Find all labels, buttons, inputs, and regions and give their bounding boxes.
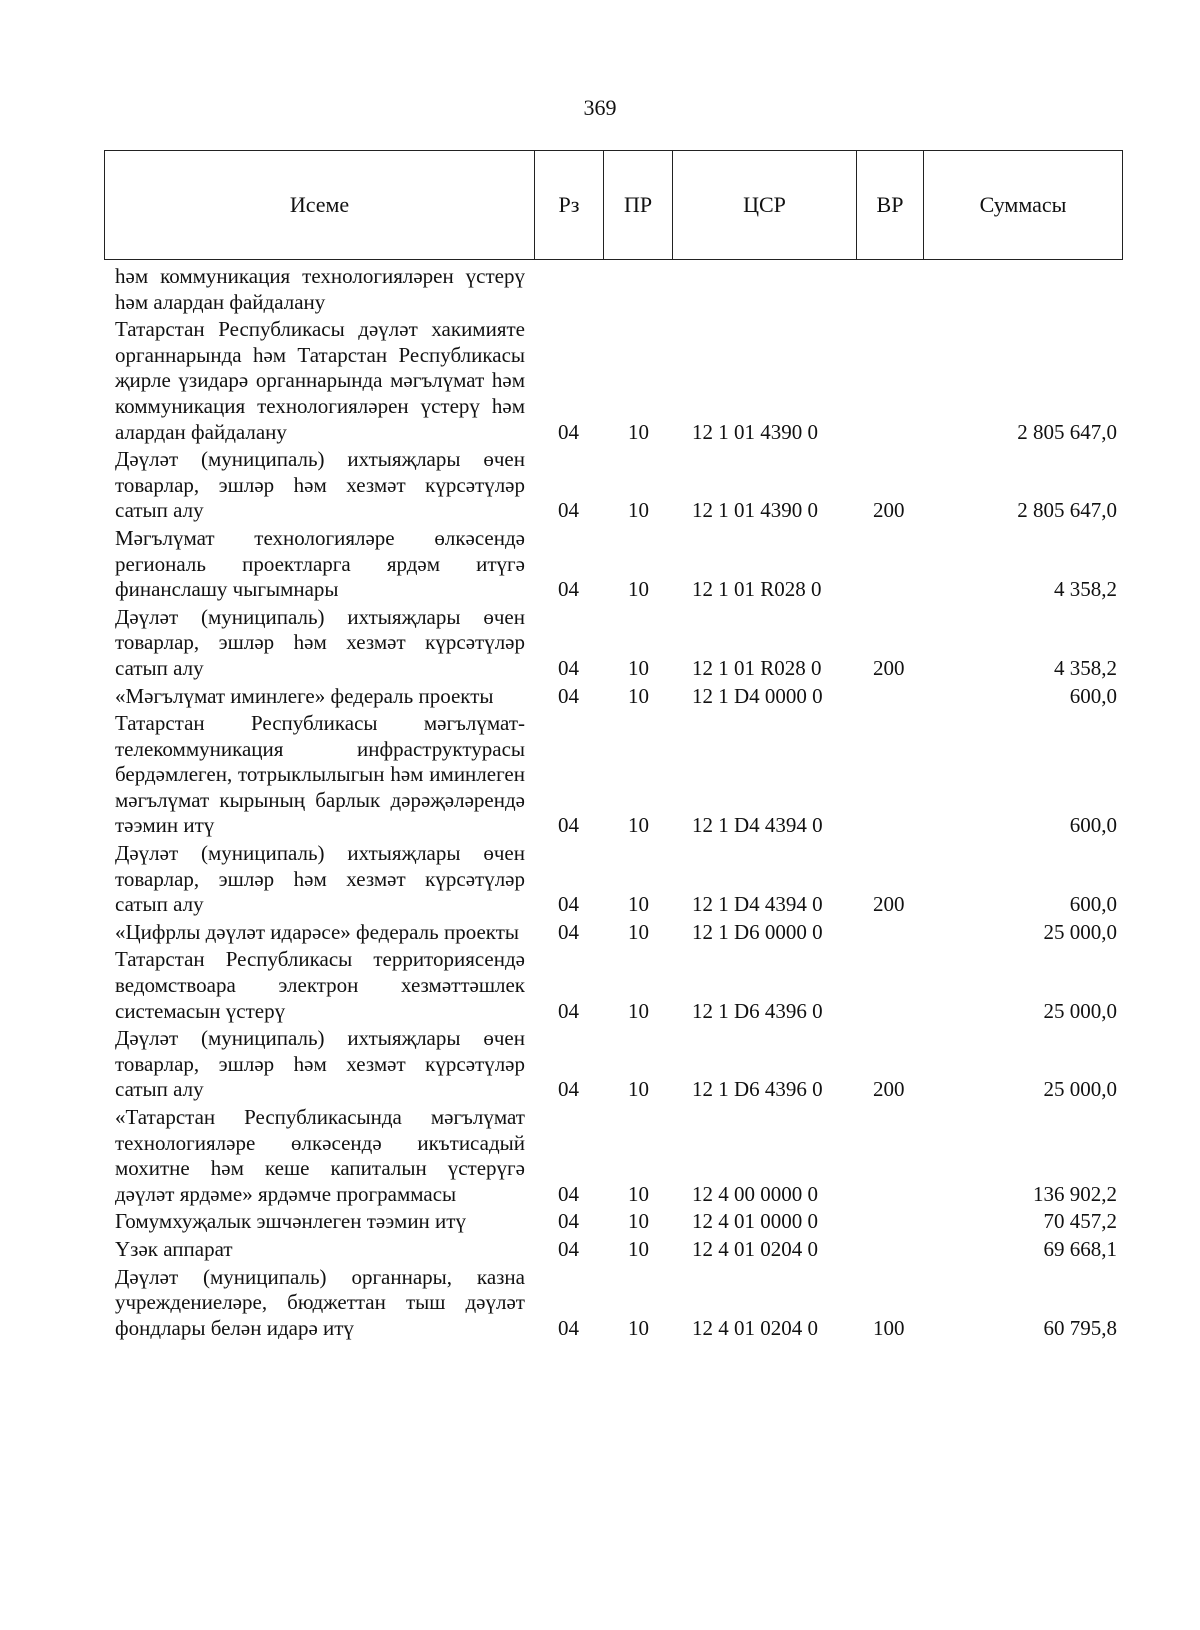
row-rz: 04 [558,1077,579,1102]
row-pr: 10 [628,419,649,444]
row-rz: 04 [558,498,579,523]
row-pr: 10 [628,1209,649,1234]
row-pr: 10 [628,577,649,602]
row-rz: 04 [558,998,579,1023]
row-sum: 25 000,0 [1043,998,1117,1023]
row-rz: 04 [558,813,579,838]
table-row [0,1209,1200,1235]
row-name: Мәгълүмат технологияләре өлкәсендә региональ проектларга ярдәм итүгә финанслашу чыгымнары [115,525,525,602]
table-row [0,947,1200,1024]
row-sum: 136 902,2 [1033,1181,1117,1206]
row-csr: 12 1 01 R028 0 [692,655,822,680]
row-vr: 200 [873,498,905,523]
row-rz: 04 [558,892,579,917]
row-name: Дәүләт (муниципаль) ихтыяҗлары өчен товарлар, эшләр һәм хезмәт күрсәтүләр сатып алу [115,447,525,523]
row-sum: 25 000,0 [1043,1077,1117,1102]
row-rz: 04 [558,919,579,944]
header-rz: Рз [535,151,604,259]
row-rz: 04 [558,683,579,708]
row-pr: 10 [628,1181,649,1206]
row-pr: 10 [628,998,649,1023]
row-sum: 4 358,2 [1054,577,1117,602]
row-sum: 600,0 [1069,683,1117,708]
row-rz: 04 [558,1236,579,1261]
row-vr: 100 [873,1315,905,1340]
row-rz: 04 [558,1209,579,1234]
row-csr: 12 4 00 0000 0 [692,1181,818,1206]
row-sum: 25 000,0 [1043,919,1117,944]
row-name: Гомумхуҗалык эшчәнлеген тәэмин итү [115,1209,466,1234]
row-rz: 04 [558,1315,579,1340]
row-csr: 12 1 D6 4396 0 [692,1077,823,1102]
row-pr: 10 [628,1077,649,1102]
row-csr: 12 4 01 0204 0 [692,1315,818,1340]
page-number: 369 [583,95,617,120]
row-csr: 12 1 01 R028 0 [692,577,822,602]
row-csr: 12 4 01 0000 0 [692,1209,818,1234]
row-name: Үзәк аппарат [115,1236,233,1261]
row-name: һәм коммуникация технологияләрен үстерү һәм алардан файдалану [115,264,525,314]
row-csr: 12 1 D4 4394 0 [692,813,823,838]
table-body [0,264,1200,1343]
row-vr: 200 [873,892,905,917]
table-row [0,317,1200,445]
row-name: Татарстан Республикасы дәүләт хакимияте органнарында һәм Татарстан Республикасы җирле үзидарә органнарында мәгълүмат һәм коммуникация технологияләрен үстерү һәм алардан файдалану [115,317,525,444]
row-rz: 04 [558,577,579,602]
table-row [0,605,1200,682]
table-row [0,684,1200,710]
table-row [0,711,1200,839]
row-rz: 04 [558,1181,579,1206]
row-name: Дәүләт (муниципаль) ихтыяҗлары өчен товарлар, эшләр һәм хезмәт күрсәтүләр сатып алу [115,1026,525,1102]
header-name: Исеме [105,151,535,259]
row-vr: 200 [873,655,905,680]
header-sum: Суммасы [979,192,1067,217]
table-header [104,150,1123,260]
header-vr: ВР [857,151,924,259]
row-pr: 10 [628,919,649,944]
table-row [0,264,1200,315]
row-sum: 2 805 647,0 [1017,498,1117,523]
row-name: «Мәгълүмат иминлеге» федераль проекты [115,683,494,708]
row-csr: 12 1 D6 4396 0 [692,998,823,1023]
row-pr: 10 [628,683,649,708]
row-pr: 10 [628,1236,649,1261]
row-csr: 12 1 D6 0000 0 [692,919,823,944]
row-rz: 04 [558,655,579,680]
row-name: «Татарстан Республикасында мәгълүмат технологияләре өлкәсендә икътисадый мохитне һәм кеше капиталын үстерүгә дәүләт ярдәме» ярдәмче программасы [115,1105,525,1206]
row-pr: 10 [628,892,649,917]
row-sum: 60 795,8 [1043,1315,1117,1340]
table-row [0,841,1200,918]
row-name: Татарстан Республикасы мәгълүмат-телекоммуникация инфраструктурасы бердәмлеген, тотрыклылыгын һәм иминлеген мәгълүмат кырының барлык дәрәҗәләрендә тәэмин итү [115,711,525,838]
header-csr: ЦСР [673,151,857,259]
table-row [0,1265,1200,1342]
row-sum: 600,0 [1069,892,1117,917]
row-csr: 12 1 01 4390 0 [692,498,818,523]
table-row [0,526,1200,603]
row-csr: 12 1 D4 0000 0 [692,683,823,708]
row-sum: 70 457,2 [1043,1209,1117,1234]
row-sum: 600,0 [1069,813,1117,838]
row-sum: 69 668,1 [1043,1236,1117,1261]
table-row [0,1105,1200,1207]
row-sum: 4 358,2 [1054,655,1117,680]
table-row [0,1026,1200,1103]
row-csr: 12 4 01 0204 0 [692,1236,818,1261]
row-csr: 12 1 D4 4394 0 [692,892,823,917]
table-row [0,1237,1200,1263]
row-sum: 2 805 647,0 [1017,419,1117,444]
header-pr: ПР [604,151,673,259]
row-pr: 10 [628,498,649,523]
row-vr: 200 [873,1077,905,1102]
row-name: Дәүләт (муниципаль) органнары, казна учреждениеләре, бюджеттан тыш дәүләт фондлары белән идарә итү [115,1264,525,1340]
row-name: Дәүләт (муниципаль) ихтыяҗлары өчен товарлар, эшләр һәм хезмәт күрсәтүләр сатып алу [115,604,525,680]
row-pr: 10 [628,655,649,680]
row-rz: 04 [558,419,579,444]
row-name: Татарстан Республикасы территориясендә ведомствоара электрон хезмәттәшлек системасын үстерү [115,947,525,1023]
table-row [0,920,1200,946]
row-name: «Цифрлы дәүләт идарәсе» федераль проекты [115,919,520,944]
table-row [0,447,1200,524]
row-csr: 12 1 01 4390 0 [692,419,818,444]
row-pr: 10 [628,813,649,838]
row-pr: 10 [628,1315,649,1340]
row-name: Дәүләт (муниципаль) ихтыяҗлары өчен товарлар, эшләр һәм хезмәт күрсәтүләр сатып алу [115,841,525,917]
